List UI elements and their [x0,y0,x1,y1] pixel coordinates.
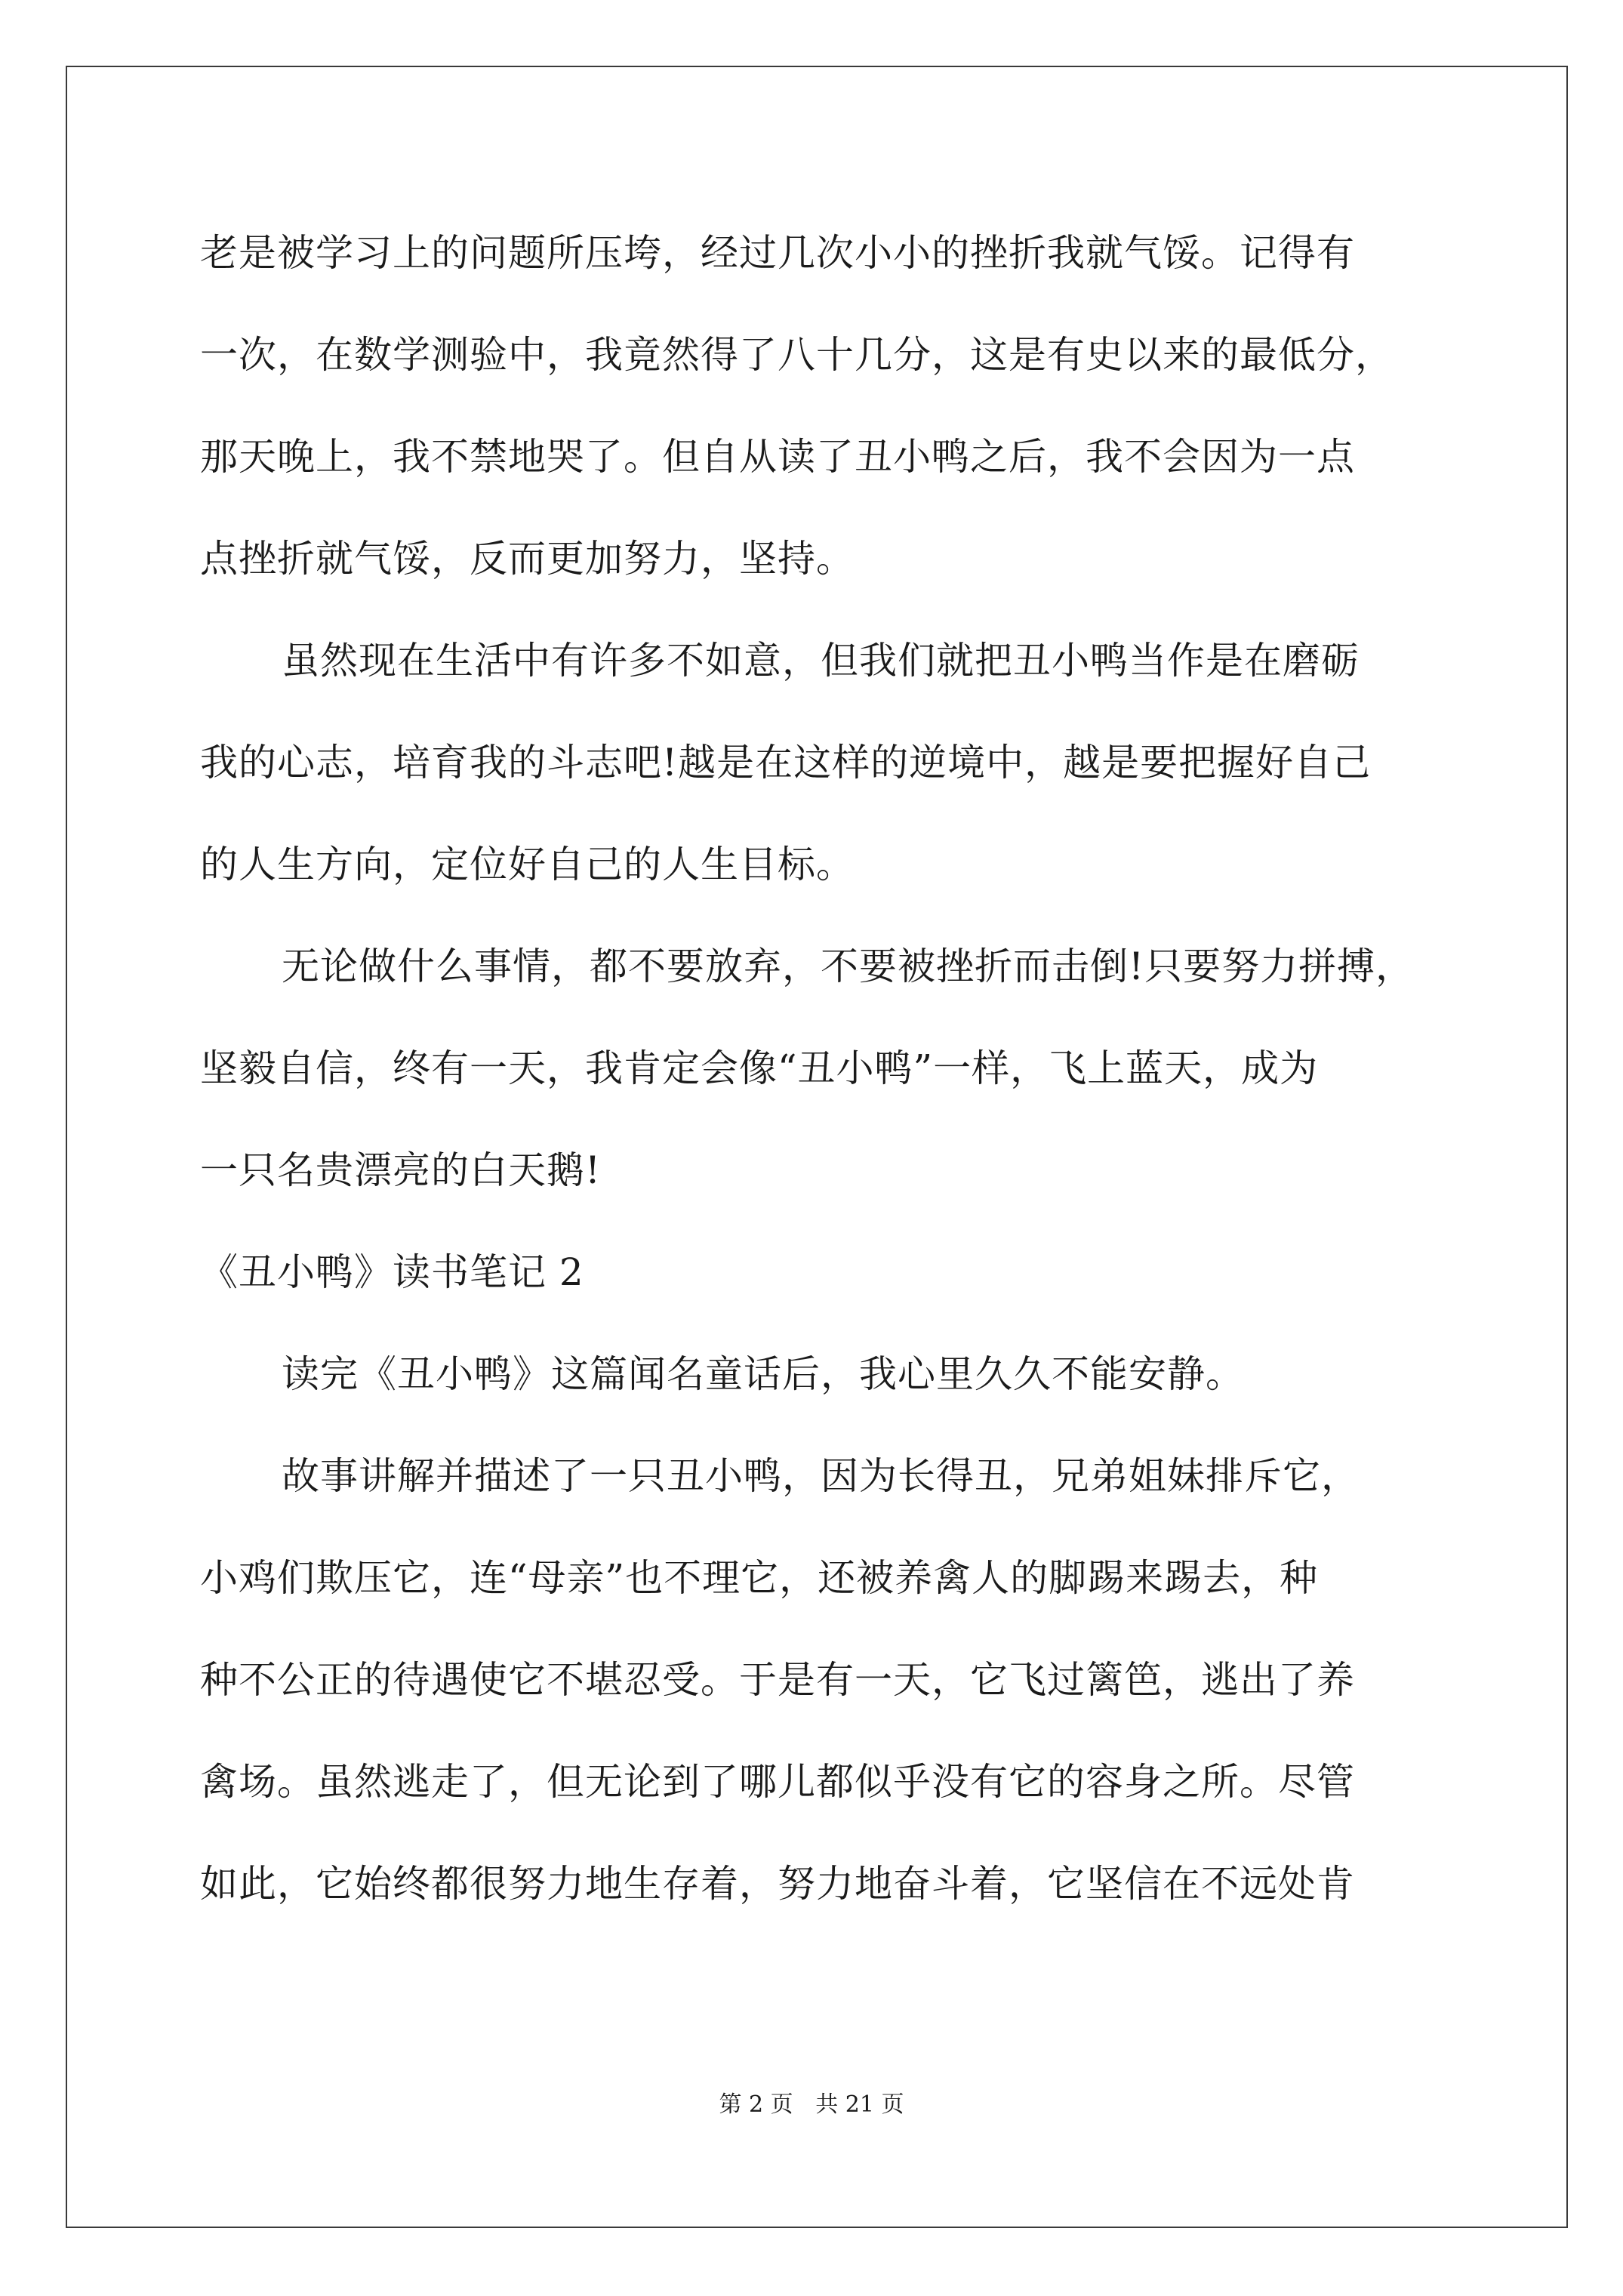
text-line: 一只名贵漂亮的白天鹅! [200,1148,602,1192]
text-line: 那天晚上，我不禁地哭了。但自从读了丑小鸭之后，我不会因为一点 [200,435,1355,479]
text-line: 种不公正的待遇使它不堪忍受。于是有一天，它飞过篱笆，逃出了养 [200,1658,1355,1702]
text-line: 我的心志，培育我的斗志吧!越是在这样的逆境中，越是要把握好自己 [200,741,1372,784]
paragraph-first-line: 虽然现在生活中有许多不如意，但我们就把丑小鸭当作是在磨砺 [282,639,1360,683]
text-line: 的人生方向，定位好自己的人生目标。 [200,843,855,886]
text-line: 如此，它始终都很努力地生存着，努力地奋斗着，它坚信在不远处肯 [200,1862,1355,1906]
text-line: 禽场。虽然逃走了，但无论到了哪儿都似乎没有它的容身之所。尽管 [200,1760,1355,1804]
paragraph-first-line: 故事讲解并描述了一只丑小鸭，因为长得丑，兄弟姐妹排斥它， [282,1454,1360,1498]
paragraph-first-line: 无论做什么事情，都不要放弃，不要被挫折而击倒!只要努力拼搏， [282,945,1415,988]
text-line: 一次，在数学测验中，我竟然得了八十几分，这是有史以来的最低分， [200,333,1394,377]
text-line: 老是被学习上的问题所压垮，经过几次小小的挫折我就气馁。记得有 [200,231,1355,275]
page-footer [0,2090,1623,2120]
text-line: 点挫折就气馁，反而更加努力，坚持。 [200,537,855,581]
text-line: 坚毅自信，终有一天，我肯定会像“丑小鸭”一样，飞上蓝天，成为 [200,1046,1319,1090]
page-number: 第 2 页 [719,2091,793,2118]
paragraph-first-line: 读完《丑小鸭》这篇闻名童话后，我心里久久不能安静。 [282,1352,1244,1396]
page-total: 共 21 页 [815,2091,904,2118]
section-heading: 《丑小鸭》读书笔记 2 [200,1250,584,1294]
text-line: 小鸡们欺压它，连“母亲”也不理它，还被养禽人的脚踢来踢去，种 [200,1556,1319,1600]
